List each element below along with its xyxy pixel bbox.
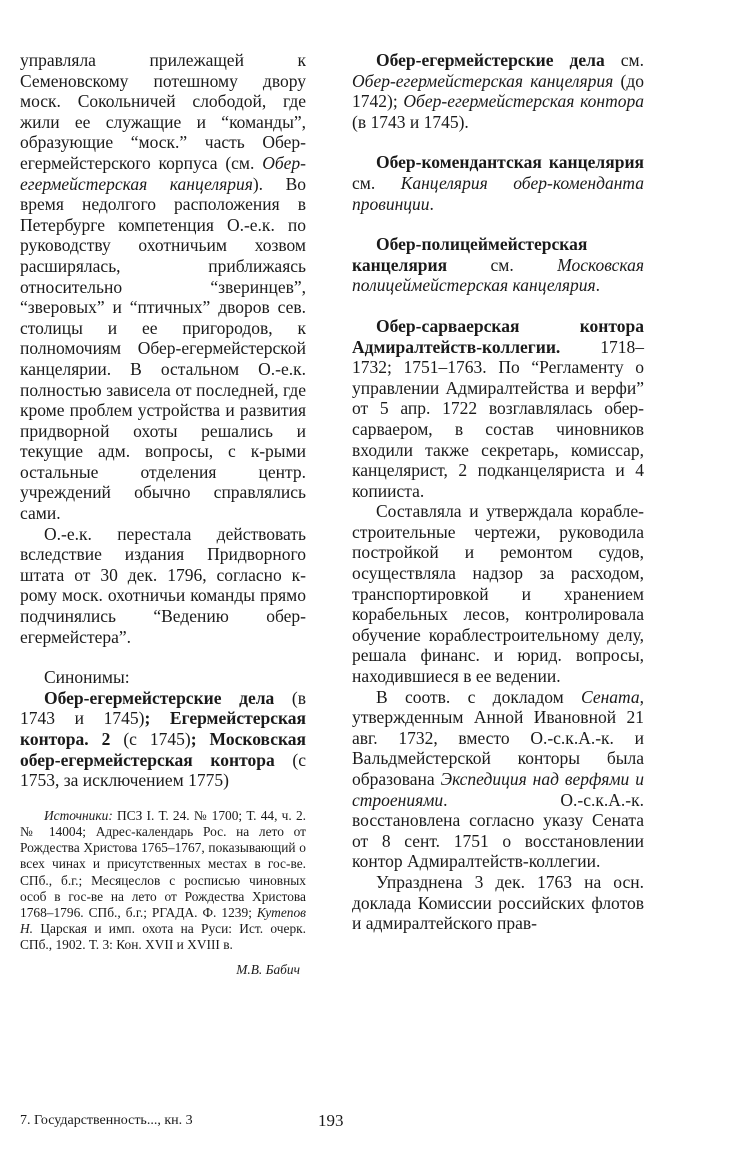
footer-signature: 7. Государственность..., кн. 3 bbox=[20, 1113, 193, 1128]
cross-reference: Сената bbox=[581, 686, 640, 707]
text: см. bbox=[352, 172, 401, 193]
text: 1718–1732; 1751–1763. По “Регламенту о управлении Адмиралтейства и верфи” от 5 апр. 1722 возглавлялась обер-сарваером, в состав чиновников входили также секретарь, комиссар, канцелярист, 2 подканцеляриста и 4 копииста. bbox=[352, 336, 644, 501]
right-paragraph-3 bbox=[352, 687, 644, 872]
text: (в 1743 и 1745). bbox=[352, 111, 469, 132]
text: . О.-с.к.А.-к. восстановлена согласно указу Сената от 8 сент. 1751 о восстановлении контор Адмиралтейств-коллегии. bbox=[352, 789, 644, 872]
entry-ober-sarvaer bbox=[352, 316, 644, 501]
entry-title: Обер-комендантская канцелярия bbox=[376, 152, 644, 173]
left-paragraph-2: О.-е.к. перестала действовать вследствие издания Придворного штата от 30 дек. 1796, согласно к-рому моск. охотничьи команды прямо подчинялись “Ведению обер-егермейстера”. bbox=[20, 523, 306, 647]
text: (с 1745) bbox=[110, 729, 191, 749]
text: (в 1743 и 1745) bbox=[20, 687, 307, 729]
text: см. bbox=[447, 254, 558, 275]
text: . bbox=[595, 275, 601, 296]
synonym-term: ; Московская обер-егермейстерская контора bbox=[20, 729, 306, 770]
text: . bbox=[429, 193, 434, 214]
text: ПСЗ I. Т. 24. № 1700; Т. 44, ч. 2. № 14004; Адрес-календарь Рос. на лето от Рождества Христова 1765–1767, показывающий о всех чинах и присутственных местах в гос-ве. СПб., б.г.; Месяцеслов с росписью чиновных особ в гос-ве на лето от Рождества Христова 1768–1796. СПб., б.г.; РГАДА. Ф. 1239; bbox=[20, 807, 306, 920]
cross-reference: Обер-егермейстерская канцелярия bbox=[20, 152, 306, 194]
cross-reference: Обер-егермейстерская контора bbox=[403, 91, 644, 112]
text: В соотв. с докладом bbox=[376, 686, 582, 707]
cross-reference: Обер-егермейстерская канцелярия bbox=[352, 70, 614, 91]
left-paragraph-1 bbox=[20, 50, 306, 524]
entry-title: Обер-егермейстерские дела bbox=[376, 50, 605, 70]
text: управляла прилежащей к Семеновскому потешному двору моск. Сокольничей слободой, где жили ее служащие и “команды”, образующие “моск.” часть Обер-егермейстерского корпуса (см. bbox=[20, 50, 306, 173]
text: см. bbox=[604, 50, 645, 70]
text: Царская и имп. охота на Руси: Ист. очерк. СПб., 1902. Т. 3: Кон. XVII и XVIII в. bbox=[20, 921, 306, 953]
article-author: М.В. Бабич bbox=[236, 961, 300, 977]
cross-reference: Московская полицеймейстерская канцелярия bbox=[352, 254, 644, 296]
left-column bbox=[20, 50, 306, 980]
synonym-term: Обер-егермейстерские дела bbox=[44, 687, 275, 708]
synonym-term: ; Егермейстерская контора. 2 bbox=[20, 708, 306, 749]
cross-reference: Канцелярия обер-коменданта провинции bbox=[352, 172, 644, 214]
right-paragraph-2: Составляла и утверждала кораблестроительные чертежи, руководила постройкой и ремонтом судов, осуществляла надзор за расходом, транспортировкой и хранением корабельных лесов, контролировала обучение кораблестроительному делу, решала финанс. и юрид. вопросы, находившиеся в ее ведении. bbox=[352, 501, 644, 687]
entry-ober-politseimeister bbox=[352, 234, 644, 296]
text: (с 1753, за исключением 1775) bbox=[20, 749, 306, 791]
synonyms-list bbox=[20, 688, 306, 791]
cross-reference: Экспедиция над верфями и строениями bbox=[352, 769, 644, 810]
synonyms-label: Синонимы: bbox=[44, 667, 130, 688]
page-number: 193 bbox=[318, 1111, 344, 1130]
text: ). Во время недолгого расположения в Петербурге компетенция О.-е.к. по руководству охотничьим хозвом расширялась, приближаясь относительно “зверинцев”, “зверовых” и “птичных” дворов сев. столицы и ее пригородов, к полномочиям Обер-егермейстерской канцелярии. В остальном О.-е.к. полностью зависела от последней, где кроме проблем устройства и развития придворной охоты решались и текущие адм. вопросы, с к-рыми остальные отделения центр. учреждений обычно справлялись сами. bbox=[20, 173, 306, 524]
entry-title: Обер-сарваерская контора Адмиралтейств-коллегии. bbox=[352, 315, 644, 357]
entry-ober-egermeister-dela bbox=[352, 50, 644, 132]
source-author: Кутепов Н. bbox=[20, 905, 306, 937]
entry-title: Обер-полицеймейстерская канцелярия bbox=[352, 234, 588, 275]
sources-block bbox=[20, 808, 306, 954]
right-paragraph-4: Упразднена 3 дек. 1763 на осн. доклада Комиссии российских флотов и адмиралтейского прав- bbox=[352, 871, 644, 934]
entry-ober-komendant bbox=[352, 152, 644, 214]
right-column bbox=[352, 50, 644, 934]
text: , утвержденным Анной Ивановной 21 авг. 1732, вместо О.-с.к.А.-к. и Вальдмейстерской конторы была образована bbox=[352, 686, 644, 789]
text: (до 1742); bbox=[352, 70, 644, 112]
sources-label: Источники: bbox=[44, 807, 113, 823]
